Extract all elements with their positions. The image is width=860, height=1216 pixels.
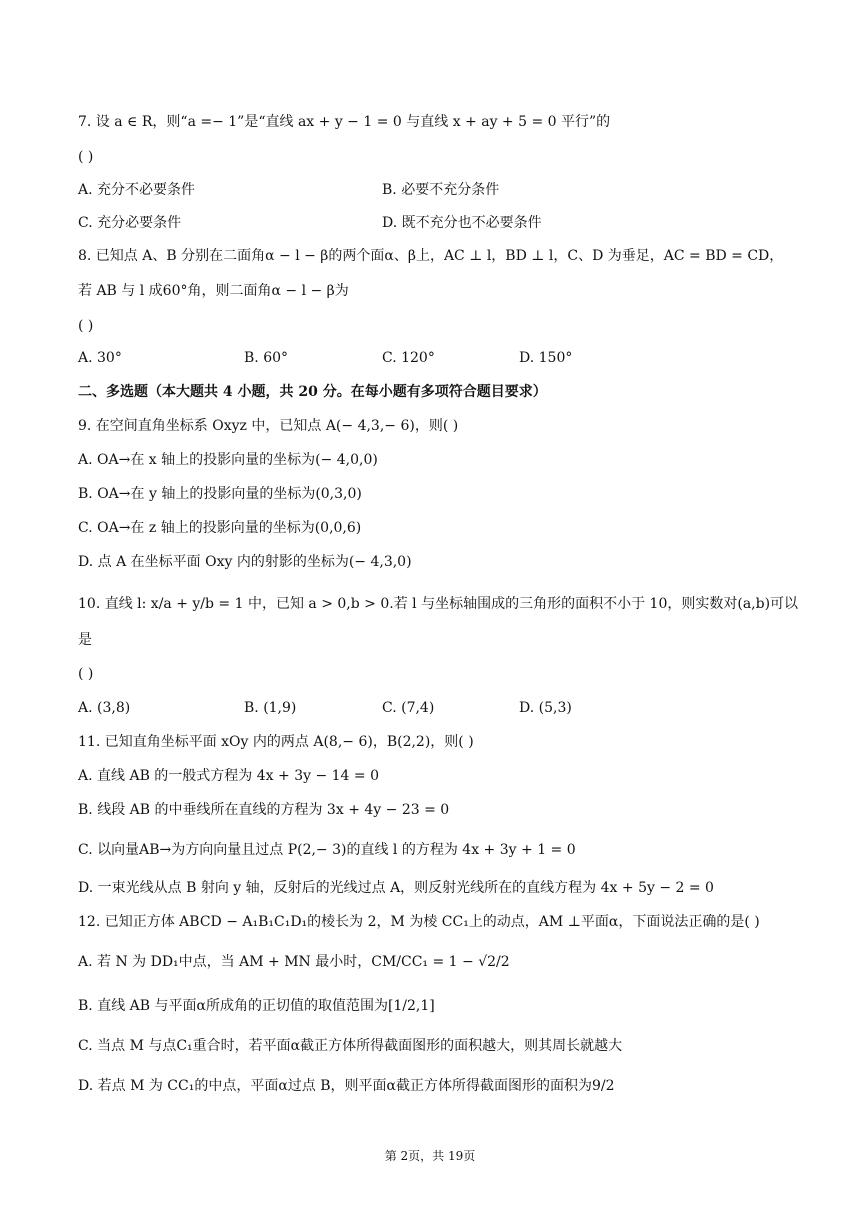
q12-stem: 12. 已知正方体 ABCD − A₁B₁C₁D₁的棱长为 2，M 为棱 CC₁上的动点，AM ⊥平面α，下面说法正确的是( ) [78,914,760,930]
q10-option-c: C. (7,4) [382,700,435,716]
q8-stem-line2: 若 AB 与 l 成60°角，则二面角α − l − β为 [78,283,349,299]
q12-option-b: B. 直线 AB 与平面α所成角的正切值的取值范围为[1/2,1] [78,998,435,1014]
q12-option-a: A. 若 N 为 DD₁中点，当 AM + MN 最小时，CM/CC₁ = 1 − √2/2 [78,954,510,970]
q10-stem-line1: 10. 直线 l: x/a + y/b = 1 中，已知 a > 0,b > 0.若 l 与坐标轴围成的三角形的面积不小于 10，则实数对(a,b)可以 [78,596,799,612]
q9-option-b: B. OA→在 y 轴上的投影向量的坐标为(0,3,0) [78,486,362,502]
q12-option-c: C. 当点 M 与点C₁重合时，若平面α截正方体所得截面图形的面积越大，则其周长就越大 [78,1038,623,1054]
q9-stem: 9. 在空间直角坐标系 Oxyz 中，已知点 A(− 4,3,− 6)，则( ) [78,418,459,434]
page-footer: 第 2页，共 19页 [384,1149,476,1163]
section-heading-multiple-choice: 二、多选题（本大题共 4 小题，共 20 分。在每小题有多项符合题目要求） [78,384,547,400]
q7-option-c: C. 充分必要条件 [78,215,182,231]
q7-option-a: A. 充分不必要条件 [78,182,196,198]
q10-stem-line2: 是 [78,632,92,648]
q7-paren: ( ) [78,149,94,165]
q11-option-c: C. 以向量AB→为方向向量且过点 P(2,− 3)的直线 l 的方程为 4x + 3y + 1 = 0 [78,842,576,858]
q10-option-d: D. (5,3) [519,700,572,716]
q8-stem-line1: 8. 已知点 A、B 分别在二面角α − l − β的两个面α、β上，AC ⊥ l，BD ⊥ l，C、D 为垂足，AC = BD = CD， [78,248,784,264]
q9-option-a: A. OA→在 x 轴上的投影向量的坐标为(− 4,0,0) [78,452,378,468]
q7-option-b: B. 必要不充分条件 [382,182,500,198]
q8-paren: ( ) [78,318,94,334]
q8-option-d: D. 150° [519,350,573,366]
q7-option-d: D. 既不充分也不必要条件 [382,215,542,231]
q11-option-d: D. 一束光线从点 B 射向 y 轴，反射后的光线过点 A，则反射光线所在的直线方程为 4x + 5y − 2 = 0 [78,880,714,896]
q9-option-c: C. OA→在 z 轴上的投影向量的坐标为(0,0,6) [78,520,362,536]
q11-option-a: A. 直线 AB 的一般式方程为 4x + 3y − 14 = 0 [78,768,379,784]
q7-stem: 7. 设 a ∈ R，则“a =− 1”是“直线 ax + y − 1 = 0 与直线 x + ay + 5 = 0 平行”的 [78,114,611,130]
q11-option-b: B. 线段 AB 的中垂线所在直线的方程为 3x + 4y − 23 = 0 [78,802,450,818]
q10-option-a: A. (3,8) [78,700,131,716]
q10-paren: ( ) [78,666,94,682]
q8-option-a: A. 30° [78,350,122,366]
q8-option-b: B. 60° [244,350,289,366]
q8-option-c: C. 120° [382,350,435,366]
q11-stem: 11. 已知直角坐标平面 xOy 内的两点 A(8,− 6)，B(2,2)，则( ) [78,734,474,750]
q12-option-d: D. 若点 M 为 CC₁的中点，平面α过点 B，则平面α截正方体所得截面图形的面积为9/2 [78,1078,615,1094]
q9-option-d: D. 点 A 在坐标平面 Oxy 内的射影的坐标为(− 4,3,0) [78,554,412,570]
q10-option-b: B. (1,9) [244,700,297,716]
